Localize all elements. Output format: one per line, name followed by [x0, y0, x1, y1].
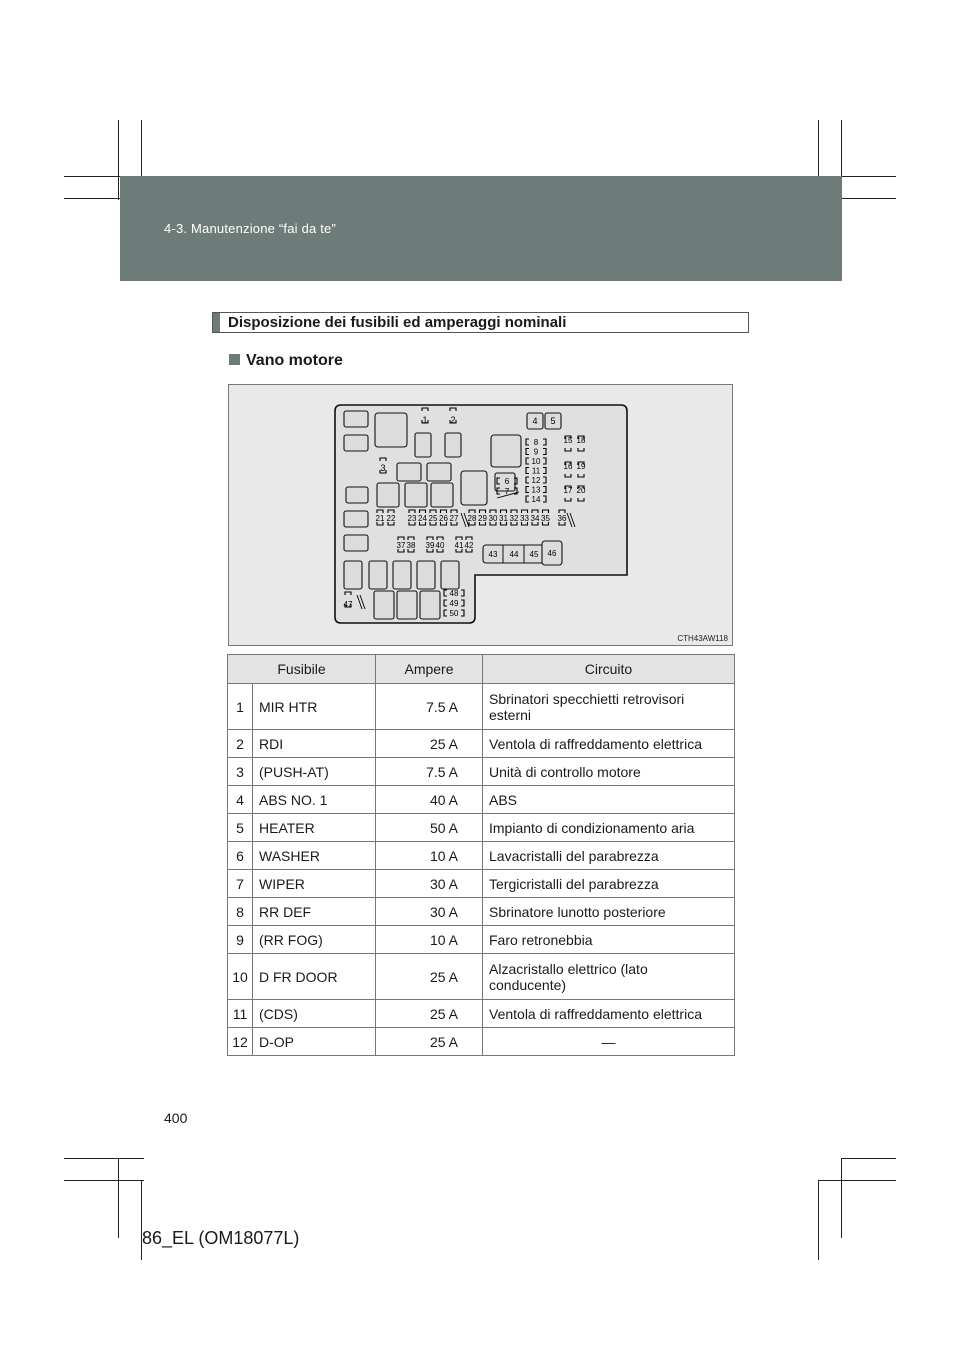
fuse-ampere: 30 A — [376, 898, 483, 926]
fuse-label: 41 — [454, 541, 464, 550]
fuse-name: WASHER — [253, 842, 376, 870]
subsection-heading — [229, 352, 343, 370]
relay-slot — [374, 591, 394, 619]
fuse-label: 12 — [531, 476, 541, 485]
header-ampere: Ampere — [376, 655, 483, 684]
fuse-label: 50 — [449, 609, 459, 618]
crop-mark — [818, 1180, 896, 1181]
crop-mark — [118, 120, 119, 200]
section-title-accent — [213, 313, 220, 332]
table-row — [228, 898, 735, 926]
fuse-label: 7 — [504, 486, 510, 496]
fuse-label: 34 — [530, 514, 540, 523]
fuse-ampere: 7.5 A — [376, 684, 483, 730]
relay-slot — [346, 487, 368, 503]
fuse-label: 30 — [488, 514, 498, 523]
relay-slot — [344, 561, 362, 589]
fuse-label: 45 — [529, 550, 539, 559]
square-bullet-icon — [229, 354, 240, 365]
table-row — [228, 954, 735, 1000]
table-row — [228, 1000, 735, 1028]
section-title-box — [212, 312, 749, 333]
crop-mark — [818, 1180, 819, 1260]
fuse-label: 23 — [407, 514, 417, 523]
fuse-number: 9 — [228, 926, 253, 954]
fuse-label: 33 — [520, 514, 529, 523]
fuse-name: HEATER — [253, 814, 376, 842]
fuse-label: 8 — [533, 438, 539, 447]
fuse-circuit: Sbrinatori specchietti retrovisori esterni — [483, 684, 735, 730]
fuse-label: 6 — [504, 476, 510, 486]
fuse-circuit: Ventola di raffreddamento elettrica — [483, 1000, 735, 1028]
crop-mark — [118, 1158, 119, 1238]
crop-mark — [64, 1180, 144, 1181]
table-row — [228, 684, 735, 730]
fuse-label: 3 — [380, 463, 386, 473]
fuse-label: 29 — [478, 514, 487, 523]
fuse-label: 18 — [576, 436, 586, 445]
fuse-circuit: Alzacristallo elettrico (lato conducente) — [483, 954, 735, 1000]
fuse-number: 2 — [228, 730, 253, 758]
table-row — [228, 926, 735, 954]
fuse-number: 10 — [228, 954, 253, 1000]
fuse-label: 49 — [449, 599, 459, 608]
fuse-box-drawing — [229, 385, 734, 647]
relay-slot — [344, 535, 368, 551]
fuse-label: 27 — [449, 514, 459, 523]
fuse-circuit: — — [483, 1028, 735, 1056]
fuse-ampere: 10 A — [376, 926, 483, 954]
fuse-label: 47 — [343, 600, 353, 609]
fuse-ampere: 25 A — [376, 730, 483, 758]
fuse-name: ABS NO. 1 — [253, 786, 376, 814]
fuse-name: WIPER — [253, 870, 376, 898]
header-circuit: Circuito — [483, 655, 735, 684]
relay-slot — [431, 483, 453, 507]
fuse-label: 2 — [450, 415, 456, 425]
relay-slot — [393, 561, 411, 589]
fuse-ampere: 25 A — [376, 954, 483, 1000]
relay-slot — [417, 561, 435, 589]
fuse-label: 48 — [449, 589, 459, 598]
fuse-label: 4 — [532, 416, 538, 426]
fuse-label: 15 — [563, 436, 573, 445]
crop-mark — [841, 1158, 896, 1159]
subsection-title: Vano motore — [246, 352, 343, 369]
relay-slot — [441, 561, 459, 589]
relay-slot — [427, 463, 451, 481]
table-header-row — [228, 655, 735, 684]
fuse-label: 5 — [550, 416, 556, 426]
fuse-label: 20 — [576, 486, 586, 495]
crop-mark — [841, 1158, 842, 1238]
table-row — [228, 1028, 735, 1056]
fuse-label: 40 — [435, 541, 445, 550]
fuse-ampere: 7.5 A — [376, 758, 483, 786]
relay-slot — [405, 483, 427, 507]
fuse-label: 10 — [531, 457, 541, 466]
fuse-label: 1 — [422, 415, 428, 425]
fuse-number: 4 — [228, 786, 253, 814]
fuse-label: 43 — [488, 550, 498, 559]
fuse-label: 17 — [563, 486, 573, 495]
fuse-circuit: Lavacristalli del parabrezza — [483, 842, 735, 870]
table-row — [228, 870, 735, 898]
table-row — [228, 842, 735, 870]
fuse-circuit: Sbrinatore lunotto posteriore — [483, 898, 735, 926]
fuse-label: 11 — [531, 466, 541, 476]
fuse-number: 8 — [228, 898, 253, 926]
fuse-label: 46 — [547, 549, 557, 558]
fuse-label: 44 — [509, 550, 519, 559]
fuse-circuit: Ventola di raffreddamento elettrica — [483, 730, 735, 758]
fuse-name: (RR FOG) — [253, 926, 376, 954]
fuse-name: RR DEF — [253, 898, 376, 926]
fuse-name: (CDS) — [253, 1000, 376, 1028]
fuse-label: 35 — [541, 514, 550, 523]
relay-slot — [420, 591, 440, 619]
fuse-label: 9 — [533, 447, 539, 457]
fuse-circuit: Impianto di condizionamento aria — [483, 814, 735, 842]
crop-mark — [64, 1158, 144, 1159]
fuse-ampere: 30 A — [376, 870, 483, 898]
section-title: Disposizione dei fusibili ed amperaggi nominali — [228, 314, 567, 331]
fuse-label: 37 — [396, 541, 406, 550]
fuse-label: 25 — [428, 514, 438, 523]
fuse-number: 11 — [228, 1000, 253, 1028]
fuse-label: 32 — [509, 514, 519, 523]
table-row — [228, 730, 735, 758]
fuse-ampere: 25 A — [376, 1000, 483, 1028]
diagram-code: CTH43AW118 — [677, 634, 728, 643]
fuse-number: 3 — [228, 758, 253, 786]
header-fuse: Fusibile — [228, 655, 376, 684]
fuse-label: 38 — [406, 541, 416, 550]
fuse-circuit: Faro retronebbia — [483, 926, 735, 954]
page-number: 400 — [164, 1110, 188, 1126]
fuse-label: 28 — [467, 514, 477, 523]
fuse-circuit: Tergicristalli del parabrezza — [483, 870, 735, 898]
fuse-number: 7 — [228, 870, 253, 898]
fuse-name: MIR HTR — [253, 684, 376, 730]
relay-slot — [344, 435, 368, 451]
table-row — [228, 786, 735, 814]
relay-slot — [491, 435, 521, 467]
fuse-label: 16 — [563, 462, 573, 471]
fuse-name: RDI — [253, 730, 376, 758]
fuse-label: 31 — [499, 514, 508, 523]
fuse-label: 14 — [531, 495, 541, 504]
fuse-ampere: 25 A — [376, 1028, 483, 1056]
relay-slot — [397, 463, 421, 481]
table-row — [228, 758, 735, 786]
fuse-box-diagram — [228, 384, 733, 646]
relay-slot — [344, 511, 368, 527]
fuse-label: 13 — [531, 485, 541, 495]
fuse-table — [227, 654, 735, 1056]
relay-slot — [344, 411, 368, 427]
relay-slot — [445, 433, 461, 457]
chapter-header-title: 4-3. Manutenzione “fai da te” — [164, 221, 337, 236]
relay-slot — [397, 591, 417, 619]
fuse-label: 22 — [386, 514, 396, 523]
relay-slot — [415, 433, 431, 457]
table-row — [228, 814, 735, 842]
fuse-circuit: ABS — [483, 786, 735, 814]
fuse-ampere: 50 A — [376, 814, 483, 842]
fuse-label: 21 — [375, 514, 385, 523]
fuse-label: 36 — [557, 514, 567, 523]
relay-slot — [461, 471, 487, 505]
fuse-circuit: Unità di controllo motore — [483, 758, 735, 786]
fuse-ampere: 40 A — [376, 786, 483, 814]
fuse-name: D-OP — [253, 1028, 376, 1056]
fuse-name: D FR DOOR — [253, 954, 376, 1000]
fuse-label: 24 — [418, 514, 427, 523]
fuse-label: 19 — [576, 462, 586, 471]
fuse-number: 12 — [228, 1028, 253, 1056]
relay-slot — [369, 561, 387, 589]
fuse-number: 5 — [228, 814, 253, 842]
fuse-label: 26 — [439, 514, 448, 523]
fuse-number: 1 — [228, 684, 253, 730]
relay-slot — [377, 483, 399, 507]
fuse-label: 42 — [464, 541, 474, 550]
fuse-ampere: 10 A — [376, 842, 483, 870]
fuse-label: 39 — [425, 541, 435, 550]
relay-slot — [375, 413, 407, 447]
document-code: 86_EL (OM18077L) — [142, 1228, 300, 1248]
fuse-name: (PUSH-AT) — [253, 758, 376, 786]
fuse-number: 6 — [228, 842, 253, 870]
